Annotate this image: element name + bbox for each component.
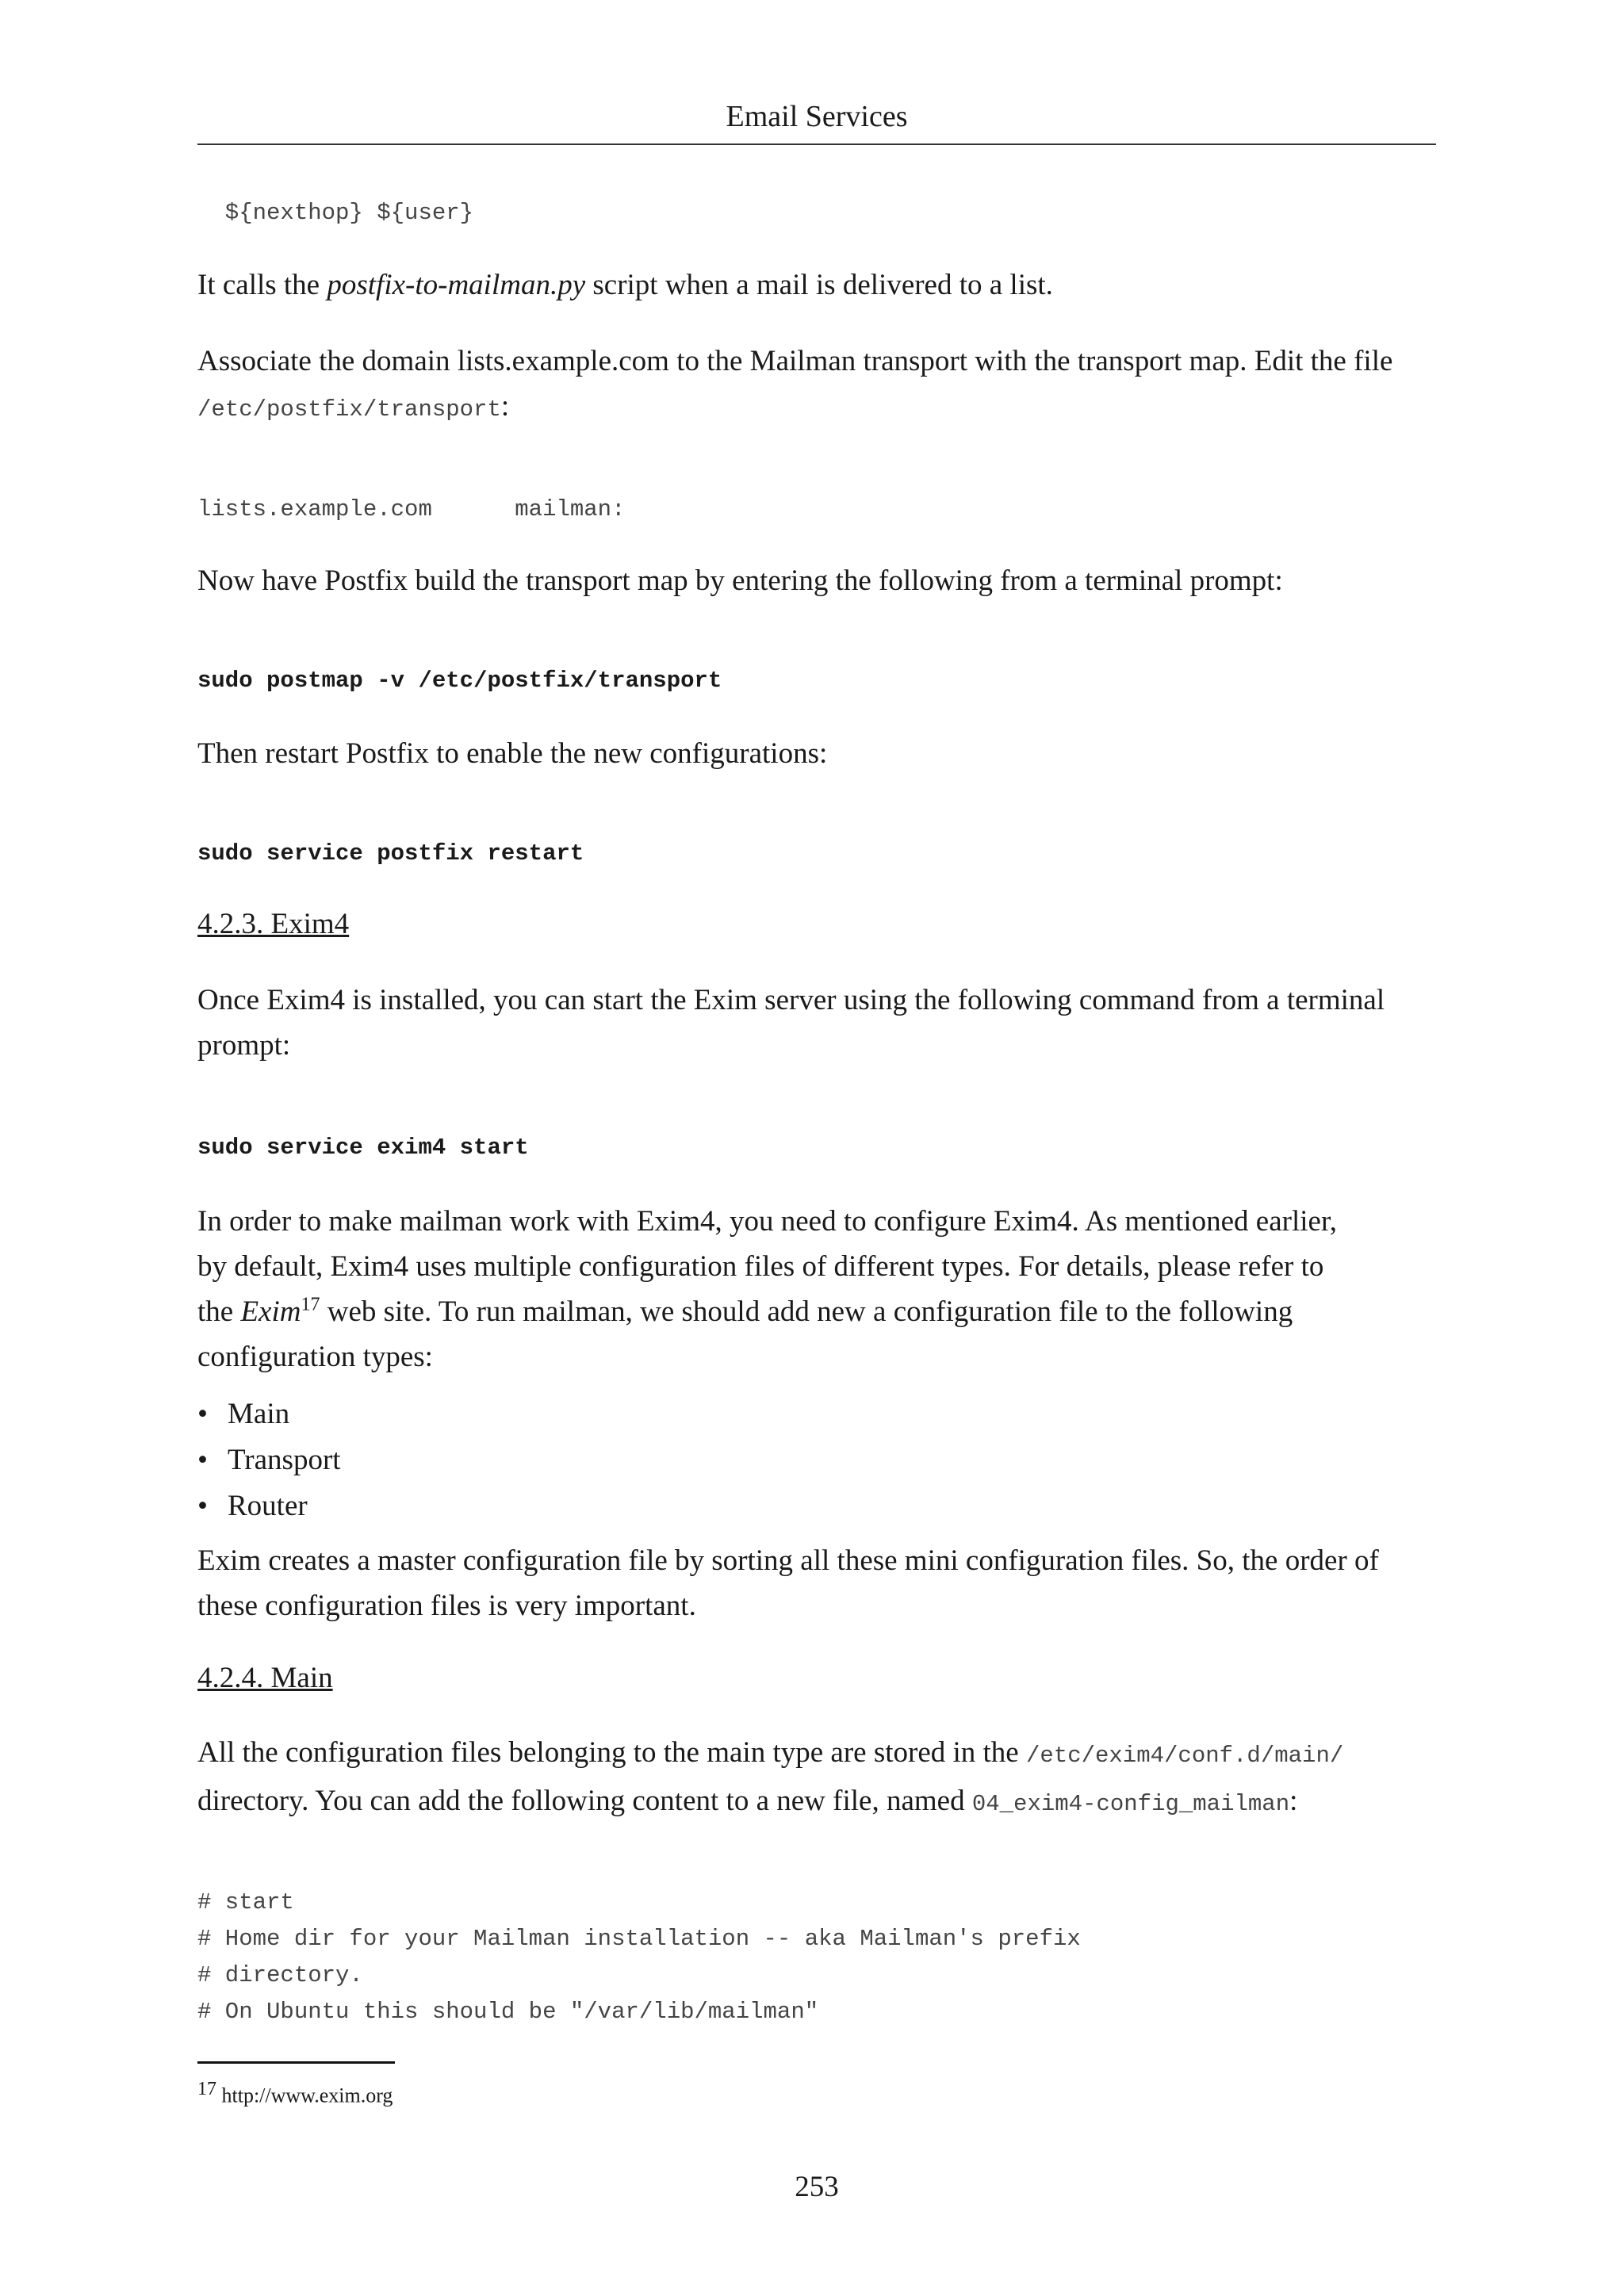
page (197, 0, 1436, 2296)
paragraph-restart: Then restart Postfix to enable the new configurations: (197, 737, 828, 770)
exim-link[interactable]: Exim (240, 1295, 301, 1328)
section-heading-exim4: 4.2.3. Exim4 (197, 908, 350, 940)
footnote-rule (197, 2061, 395, 2064)
transport-entry-code: lists.example.com mailman: (197, 496, 626, 522)
page-number: 253 (795, 2171, 839, 2203)
footnote (197, 2076, 393, 2110)
script-name: postfix-to-mailman.py (327, 269, 586, 301)
code-line: # Home dir for your Mailman installation -- aka Mailman's prefix (197, 1926, 1081, 1952)
code-continuation: ${nexthop} ${user} (197, 200, 474, 226)
paragraph-master-config: Exim creates a master configuration file by sorting all these mini configuration files. So, the order of these configuration files is very important. (197, 1544, 1379, 1622)
footnote-number: 17 (197, 2079, 216, 2099)
header-rule (197, 144, 1436, 145)
paragraph-transport-map: Associate the domain lists.example.com to the Mailman transport with the transport map. Edit the file /etc/postfix/transport: (197, 345, 1393, 423)
main-dir-path: /etc/exim4/conf.d/main/ (1025, 1743, 1344, 1769)
section-heading-main: 4.2.4. Main (197, 1662, 333, 1694)
list-item: • Transport (197, 1437, 341, 1483)
code-line: # On Ubuntu this should be "/var/lib/mailman" (197, 1999, 819, 2025)
paragraph-exim-config: In order to make mailman work with Exim4, you need to configure Exim4. As mentioned earlier, by default, Exim4 uses multiple configuration files of different types. For details, please refer to the Exim$^{17}$ web site. To run mailman, we should add new a configuration file to the following configuration types: (197, 1205, 1338, 1373)
main-config-code-block (197, 1885, 1081, 2030)
code-line: # start (197, 1889, 294, 1915)
list-item: • Router (197, 1483, 341, 1529)
mailman-config-filename: 04_exim4-config_mailman (971, 1791, 1290, 1817)
footnote-ref[interactable]: 17 (301, 1294, 320, 1315)
list-item: • Main (197, 1391, 341, 1437)
postmap-command: sudo postmap -v /etc/postfix/transport (197, 668, 722, 694)
paragraph-script-call: It calls the postfix-to-mailman.py script when a mail is delivered to a list. (197, 269, 1053, 301)
restart-command: sudo service postfix restart (197, 840, 584, 867)
transport-file-path: /etc/postfix/transport (197, 396, 501, 423)
running-header: Email Services (726, 100, 908, 133)
code-line: # directory. (197, 1962, 363, 1988)
paragraph-main-config: All the configuration files belonging to the main type are stored in the /etc/exim4/conf.d/main/ directory. You can add the following content to a new file, named 04_exim4-config_mailman: (197, 1736, 1344, 1817)
footnote-url[interactable]: http://www.exim.org (221, 2084, 393, 2107)
exim-start-command: sudo service exim4 start (197, 1135, 529, 1161)
config-types-list (197, 1391, 341, 1529)
paragraph-exim-start: Once Exim4 is installed, you can start the Exim server using the following command from a terminal prompt: (197, 984, 1385, 1062)
paragraph-postmap: Now have Postfix build the transport map by entering the following from a terminal prompt: (197, 564, 1283, 597)
